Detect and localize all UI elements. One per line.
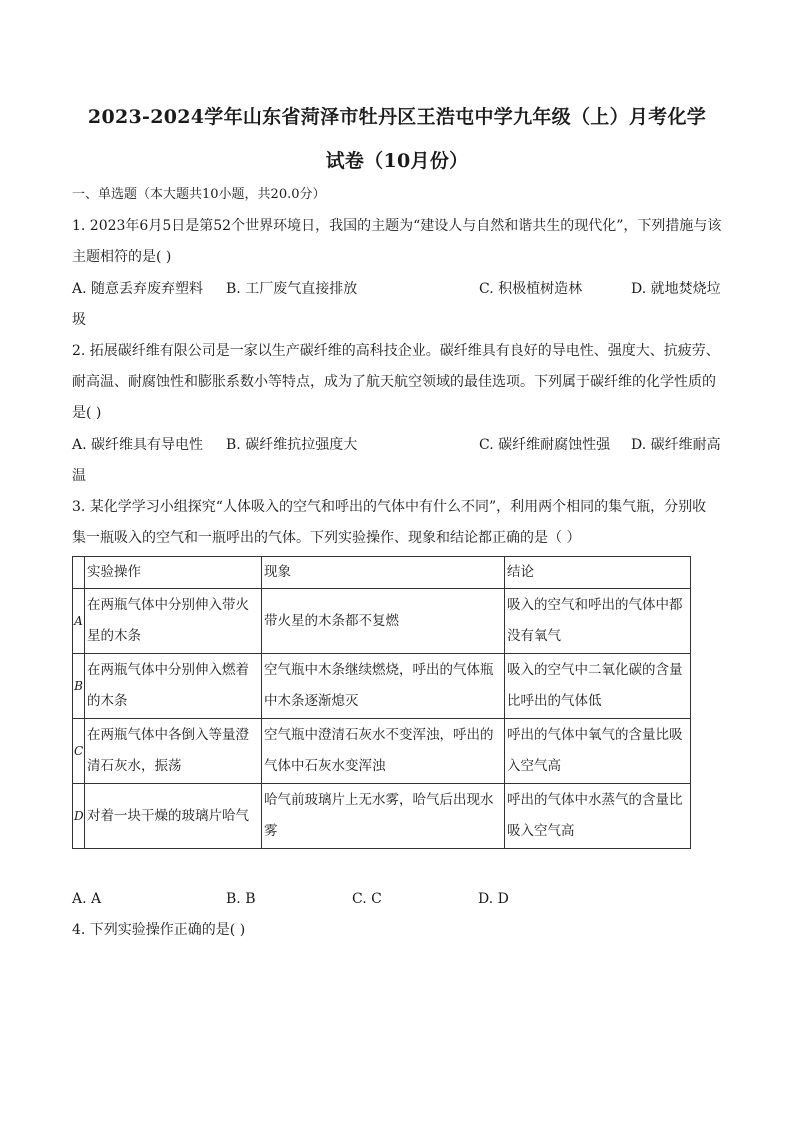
q1-option-b: B. 工厂废气直接排放 <box>226 281 358 297</box>
table-row <box>73 589 691 654</box>
table-cell: 空气瓶中澄清石灰水不变浑浊，呼出的气体中石灰水变浑浊 <box>262 719 505 784</box>
table-cell: 呼出的气体中水蒸气的含量比吸入空气高 <box>505 784 691 849</box>
table-cell: 对着一块干燥的玻璃片哈气 <box>85 784 262 849</box>
q3-stem-line2: 集一瓶吸入的空气和一瓶呼出的气体。下列实验操作、现象和结论都正确的是（ ） <box>72 530 581 546</box>
q3-option-c: C. C <box>352 891 382 907</box>
table-cell: 呼出的气体中氧气的含量比吸入空气高 <box>505 719 691 784</box>
q1-option-c: C. 积极植树造林 <box>479 281 583 297</box>
table-header-row <box>73 557 691 589</box>
q3-stem-line1: 3. 某化学学习小组探究“人体吸入的空气和呼出的气体中有什么不同”，利用两个相同的集气瓶，分别收 <box>72 499 707 515</box>
table-cell: 空气瓶中木条继续燃烧，呼出的气体瓶中木条逐渐熄灭 <box>262 654 505 719</box>
table-cell: 在两瓶气体中分别伸入带火星的木条 <box>85 589 262 654</box>
q1-option-a: A. 随意丢弃废弃塑料 <box>72 281 204 297</box>
table-row <box>73 654 691 719</box>
table-header-cell: 实验操作 <box>85 557 262 589</box>
exam-title-line1: 2023-2024学年山东省菏泽市牡丹区王浩屯中学九年级（上）月考化学 <box>87 106 707 128</box>
row-label: A <box>73 589 85 654</box>
q2-stem-line1: 2. 拓展碳纤维有限公司是一家以生产碳纤维的高科技企业。碳纤维具有良好的导电性、强度大、抗疲劳、 <box>72 343 720 359</box>
section-heading: 一、单选题（本大题共10小题，共20.0分） <box>72 187 326 202</box>
table-cell: 在两瓶气体中各倒入等量澄清石灰水，振荡 <box>85 719 262 784</box>
table-cell: 带火星的木条都不复燃 <box>262 589 505 654</box>
table-header-cell <box>73 557 85 589</box>
exam-title-line2: 试卷（10月份） <box>325 150 469 172</box>
q2-option-d-continuation: 温 <box>72 468 86 484</box>
table-cell: 吸入的空气中二氧化碳的含量比呼出的气体低 <box>505 654 691 719</box>
row-label: C <box>73 719 85 784</box>
table-header-cell: 结论 <box>505 557 691 589</box>
q1-stem-line1: 1. 2023年6月5日是第52个世界环境日，我国的主题为“建设人与自然和谐共生的现代化”，下列措施与该 <box>72 218 722 234</box>
table-cell: 哈气前玻璃片上无水雾，哈气后出现水雾 <box>262 784 505 849</box>
q4-stem-line1: 4. 下列实验操作正确的是( ) <box>72 922 246 938</box>
q2-option-c: C. 碳纤维耐腐蚀性强 <box>479 437 611 453</box>
q2-stem-line2: 耐高温、耐腐蚀性和膨胀系数小等特点，成为了航天航空领域的最佳选项。下列属于碳纤维的化学性质的 <box>72 374 716 390</box>
q2-option-b: B. 碳纤维抗拉强度大 <box>226 437 358 453</box>
q3-option-b: B. B <box>226 891 256 907</box>
q1-stem-line2: 主题相符的是( ) <box>72 249 172 265</box>
q3-experiment-table <box>72 556 691 849</box>
q2-stem-line3: 是( ) <box>72 405 102 421</box>
table-row <box>73 719 691 784</box>
q2-option-a: A. 碳纤维具有导电性 <box>72 437 204 453</box>
table-cell: 在两瓶气体中分别伸入燃着的木条 <box>85 654 262 719</box>
row-label: D <box>73 784 85 849</box>
table-header-cell: 现象 <box>262 557 505 589</box>
row-label: B <box>73 654 85 719</box>
q3-option-d: D. D <box>478 891 509 907</box>
q1-option-d: D. 就地焚烧垃 <box>631 281 721 297</box>
q3-option-a: A. A <box>72 891 102 907</box>
q1-option-d-continuation: 圾 <box>72 312 86 328</box>
table-row <box>73 784 691 849</box>
q2-option-d: D. 碳纤维耐高 <box>631 437 721 453</box>
table-cell: 吸入的空气和呼出的气体中都没有氧气 <box>505 589 691 654</box>
